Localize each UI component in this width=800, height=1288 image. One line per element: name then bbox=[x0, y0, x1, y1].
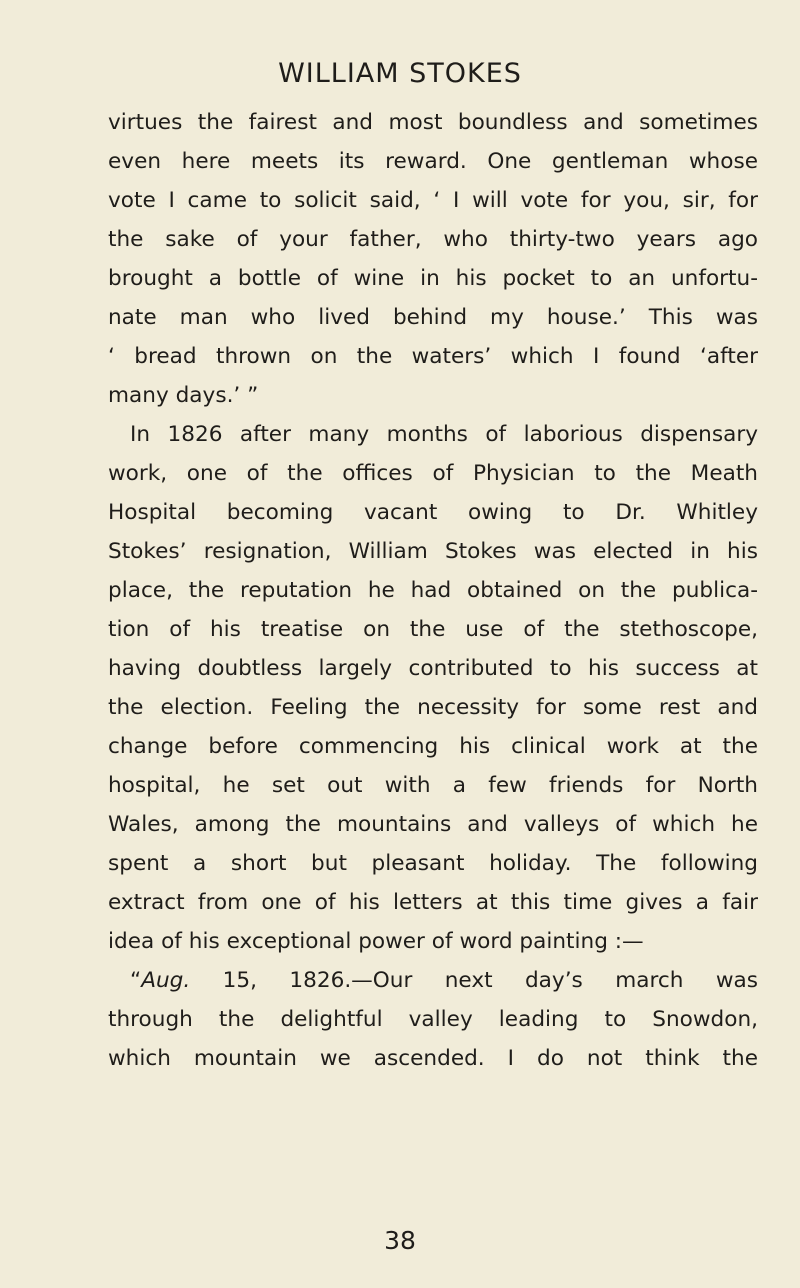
text-line: Stokes’ resignation, William Stokes was elected in his bbox=[108, 539, 758, 564]
text-line: ‘ bread thrown on the waters’ which I found ‘after bbox=[108, 344, 758, 369]
text-line: through the delightful valley leading to Snowdon, bbox=[108, 1007, 758, 1032]
text-line: Hospital becoming vacant owing to Dr. Whitley bbox=[108, 500, 758, 525]
text-line: hospital, he set out with a few friends for North bbox=[108, 773, 758, 798]
text-line: place, the reputation he had obtained on the publica- bbox=[108, 578, 758, 603]
text-line: even here meets its reward. One gentleman whose bbox=[108, 149, 758, 174]
text-line: idea of his exceptional power of word painting :— bbox=[108, 929, 644, 954]
text-line: Wales, among the mountains and valleys of which he bbox=[108, 812, 758, 837]
letter-date-line bbox=[108, 961, 758, 1000]
text-line: having doubtless largely contributed to his success at bbox=[108, 656, 758, 681]
text-line: change before commencing his clinical work at the bbox=[108, 734, 758, 759]
text-line: tion of his treatise on the use of the stethoscope, bbox=[108, 617, 758, 642]
text-line: many days.’ ” bbox=[108, 383, 259, 408]
text-line: extract from one of his letters at this time gives a fair bbox=[108, 890, 758, 915]
body-text bbox=[108, 103, 758, 1078]
text-line: virtues the fairest and most boundless and sometimes bbox=[108, 110, 758, 135]
text-line: spent a short but pleasant holiday. The following bbox=[108, 851, 758, 876]
text-line: which mountain we ascended. I do not think the bbox=[108, 1046, 758, 1071]
running-head: WILLIAM STOKES bbox=[278, 58, 522, 89]
text-line: brought a bottle of wine in his pocket to an unfortu- bbox=[108, 266, 758, 291]
text-line: the sake of your father, who thirty-two years ago bbox=[108, 227, 758, 252]
text-line: work, one of the offices of Physician to the Meath bbox=[108, 461, 758, 486]
open-quote: “ bbox=[130, 968, 142, 993]
date-month: Aug. bbox=[141, 968, 191, 993]
paragraph-first-line: In 1826 after many months of laborious dispensary bbox=[130, 422, 758, 447]
text-line: vote I came to solicit said, ‘ I will vote for you, sir, for bbox=[108, 188, 758, 213]
page-number: 38 bbox=[384, 1226, 416, 1255]
text-line: nate man who lived behind my house.’ This was bbox=[108, 305, 758, 330]
text-line: the election. Feeling the necessity for some rest and bbox=[108, 695, 758, 720]
letter-date-text: 15, 1826.—Our next day’s march was bbox=[222, 968, 758, 993]
